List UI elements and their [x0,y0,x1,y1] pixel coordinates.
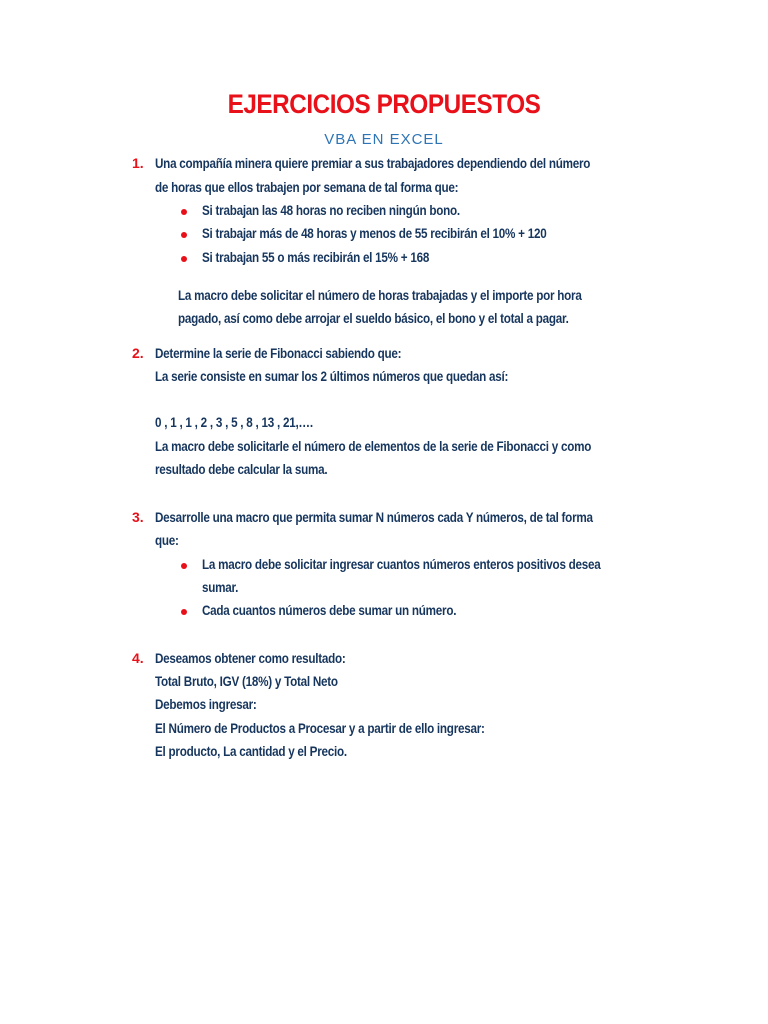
bullet-text: La macro debe solicitar ingresar cuantos números enteros positivos desea [202,557,601,572]
exercise-note: La macro debe solicitar el número de horas trabajadas y el importe por hora [178,288,582,303]
fibonacci-series: 0 , 1 , 1 , 2 , 3 , 5 , 8 , 13 , 21,…. [155,415,313,430]
exercise-number: 3. [132,509,144,525]
exercise-text: Una compañía minera quiere premiar a sus trabajadores dependiendo del número [155,156,591,171]
bullet-text: Cada cuantos números debe sumar un número. [202,603,457,618]
exercise-text: La serie consiste en sumar los 2 últimos números que quedan así: [155,369,509,384]
exercise-text: La macro debe solicitarle el número de elementos de la serie de Fibonacci y como [155,439,592,454]
bullet-text: Si trabajan las 48 horas no reciben ningún bono. [202,203,460,218]
exercise-number: 1. [132,155,144,171]
exercise-number: 4. [132,650,144,666]
exercise-note: pagado, así como debe arrojar el sueldo básico, el bono y el total a pagar. [178,311,569,326]
bullet-text: Si trabajan 55 o más recibirán el 15% + 168 [202,250,430,265]
bullet-text: sumar. [202,580,239,595]
page-title: EJERCICIOS PROPUESTOS [227,89,541,119]
bullet-icon [181,563,187,569]
exercise-text: Deseamos obtener como resultado: [155,651,346,666]
exercise-text: El producto, La cantidad y el Precio. [155,744,347,759]
exercise-text: de horas que ellos trabajen por semana de tal forma que: [155,180,459,195]
bullet-icon [181,609,187,615]
exercise-text: Desarrolle una macro que permita sumar N números cada Y números, de tal forma [155,510,593,525]
bullet-icon [181,256,187,262]
exercise-number: 2. [132,345,144,361]
page-subtitle: VBA EN EXCEL [324,131,444,148]
exercise-text: Determine la serie de Fibonacci sabiendo que: [155,346,402,361]
exercise-text: El Número de Productos a Procesar y a partir de ello ingresar: [155,721,485,736]
exercise-text: resultado debe calcular la suma. [155,462,328,477]
bullet-text: Si trabajar más de 48 horas y menos de 55 recibirán el 10% + 120 [202,226,547,241]
exercise-text: que: [155,533,179,548]
bullet-icon [181,232,187,238]
exercise-text: Total Bruto, IGV (18%) y Total Neto [155,674,338,689]
exercise-text: Debemos ingresar: [155,697,257,712]
bullet-icon [181,209,187,215]
